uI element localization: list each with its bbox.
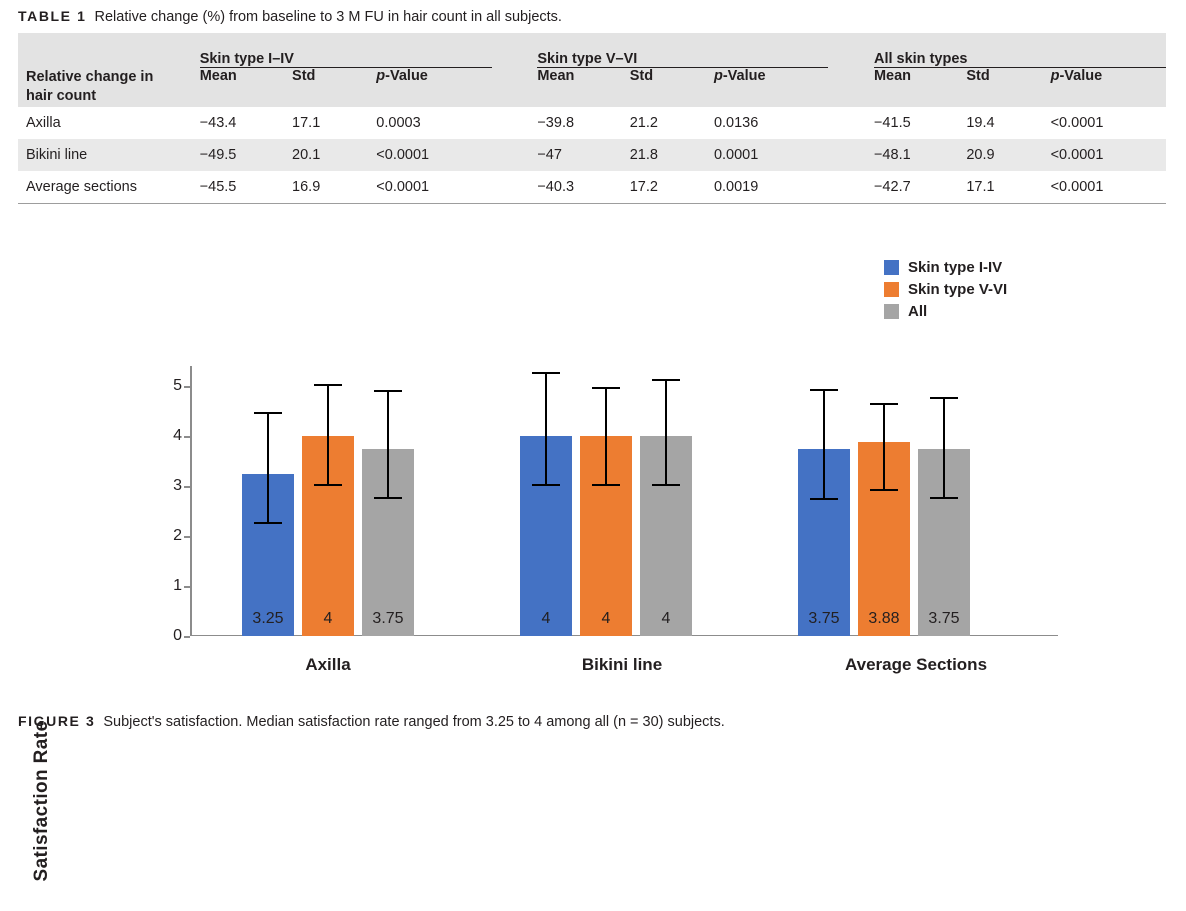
- plot-area: [173, 366, 1058, 644]
- bar-value-label: 3.25: [252, 610, 284, 627]
- cell-bikini-g1-mean: −49.5: [200, 139, 292, 171]
- cell-axilla-g2-mean: −39.8: [537, 107, 629, 139]
- cell-axilla-g3-std: 19.4: [966, 107, 1050, 139]
- bar-value-label: 4: [661, 610, 671, 627]
- cell-bikini-g2-p: 0.0001: [714, 139, 828, 171]
- legend-swatch-icon: [884, 260, 899, 275]
- errorbar-cap-bottom: [592, 484, 620, 486]
- errorbar-cap-top: [930, 397, 958, 399]
- bar-value-label: 3.88: [868, 610, 900, 627]
- table-subheader-row: [18, 68, 1166, 107]
- y-tick-label-4: 4: [173, 427, 182, 444]
- subheader-g3-pvalue: p-Value: [1051, 68, 1166, 107]
- y-tick-mark: [184, 486, 190, 488]
- cell-bikini-g1-p: <0.0001: [376, 139, 491, 171]
- errorbar-cap-bottom: [314, 484, 342, 486]
- cell-gap: [828, 139, 874, 171]
- subheader-g3-mean: Mean: [874, 68, 966, 107]
- errorbar-axilla-skin-type-i-iv: [267, 414, 269, 524]
- x-axis-label-bikini-line: Bikini line: [581, 655, 663, 674]
- errorbar-bikini-skin-type-v-vi: [605, 389, 607, 487]
- y-tick-mark: [184, 536, 190, 538]
- table-row: [18, 171, 1166, 204]
- cell-gap: [492, 139, 538, 171]
- errorbar-cap-bottom: [810, 498, 838, 500]
- cell-avg-g1-std: 16.9: [292, 171, 376, 204]
- errorbar-average-skin-type-v-vi: [883, 405, 885, 491]
- y-tick-label-2: 2: [173, 527, 182, 544]
- cell-avg-g3-p: <0.0001: [1051, 171, 1166, 204]
- table-group-header-row: [18, 33, 1166, 68]
- group-gap-2: [828, 33, 874, 68]
- subheader-g1-mean: Mean: [200, 68, 292, 107]
- y-axis-title: Satisfaction Rate: [31, 720, 52, 882]
- cell-axilla-g1-p: 0.0003: [376, 107, 491, 139]
- errorbar-cap-top: [870, 403, 898, 405]
- cell-avg-g2-mean: −40.3: [537, 171, 629, 204]
- errorbar-bikini-all: [665, 381, 667, 486]
- errorbar-cap-top: [652, 379, 680, 381]
- cell-avg-g2-p: 0.0019: [714, 171, 828, 204]
- y-tick-mark: [184, 636, 190, 638]
- legend-swatch-icon: [884, 304, 899, 319]
- legend-label-all: All: [908, 302, 928, 320]
- legend-swatch-icon: [884, 282, 899, 297]
- errorbar-cap-bottom: [870, 489, 898, 491]
- cell-avg-g3-mean: −42.7: [874, 171, 966, 204]
- y-tick-label-0: 0: [173, 627, 182, 644]
- bar-value-label: 3.75: [372, 610, 404, 627]
- legend-label-skin-type-v-vi: Skin type V-VI: [908, 280, 1008, 298]
- subheader-g3-std: Std: [966, 68, 1050, 107]
- group-gap-1: [492, 33, 538, 68]
- errorbar-bikini-skin-type-i-iv: [545, 374, 547, 487]
- subheader-g2-mean: Mean: [537, 68, 629, 107]
- y-axis-line: [190, 366, 192, 636]
- figure-caption: [18, 713, 725, 730]
- subheader-g2-pvalue: p-Value: [714, 68, 828, 107]
- cell-avg-g3-std: 17.1: [966, 171, 1050, 204]
- errorbar-cap-bottom: [652, 484, 680, 486]
- relative-change-table: [18, 33, 1166, 204]
- cell-axilla-g1-mean: −43.4: [200, 107, 292, 139]
- cell-gap: [492, 171, 538, 204]
- errorbar-cap-bottom: [254, 522, 282, 524]
- group-header-skin-type-v-vi: Skin type V–VI: [537, 33, 828, 68]
- y-tick-label-3: 3: [173, 477, 182, 494]
- table-corner-cell: [18, 33, 200, 68]
- subheader-g1-std: Std: [292, 68, 376, 107]
- group-header-skin-type-i-iv: Skin type I–IV: [200, 33, 492, 68]
- table-caption-label: TABLE 1: [18, 8, 87, 24]
- subheader-g1-pvalue: p-Value: [376, 68, 491, 107]
- subheader-gap-1: [492, 68, 538, 107]
- y-tick-mark: [184, 386, 190, 388]
- errorbar-axilla-all: [387, 392, 389, 499]
- errorbar-average-all: [943, 399, 945, 499]
- errorbar-cap-bottom: [532, 484, 560, 486]
- bar-value-label: 3.75: [808, 610, 840, 627]
- x-axis-label-average-sections: Average Sections: [844, 655, 988, 674]
- cell-axilla-g3-p: <0.0001: [1051, 107, 1166, 139]
- cell-axilla-g3-mean: −41.5: [874, 107, 966, 139]
- table-row: [18, 139, 1166, 171]
- y-tick-label-1: 1: [173, 577, 182, 594]
- table-row: [18, 107, 1166, 139]
- cell-gap: [828, 107, 874, 139]
- errorbar-cap-bottom: [374, 497, 402, 499]
- cell-bikini-g3-mean: −48.1: [874, 139, 966, 171]
- cell-gap: [492, 107, 538, 139]
- subheader-g2-std: Std: [630, 68, 714, 107]
- errorbar-cap-top: [810, 389, 838, 391]
- row-header-line2: hair count: [26, 88, 97, 105]
- cell-avg-g1-p: <0.0001: [376, 171, 491, 204]
- errorbar-cap-top: [592, 387, 620, 389]
- figure-caption-label: FIGURE 3: [18, 713, 96, 729]
- table-caption: [18, 8, 562, 25]
- cell-bikini-g3-std: 20.9: [966, 139, 1050, 171]
- group-header-all-skin-types: All skin types: [874, 33, 1166, 68]
- cell-avg-g2-std: 17.2: [630, 171, 714, 204]
- errorbar-cap-bottom: [930, 497, 958, 499]
- cell-bikini-g1-std: 20.1: [292, 139, 376, 171]
- cell-axilla-g2-p: 0.0136: [714, 107, 828, 139]
- cell-bikini-g2-mean: −47: [537, 139, 629, 171]
- row-header-title: [18, 68, 200, 107]
- errorbar-cap-top: [314, 384, 342, 386]
- legend-label-skin-type-i-iv: Skin type I-IV: [908, 258, 1003, 276]
- chart-legend: [884, 256, 1007, 322]
- row-label-axilla: Axilla: [18, 107, 200, 139]
- legend-item-all: [884, 300, 1007, 322]
- cell-gap: [828, 171, 874, 204]
- row-label-average-sections: Average sections: [18, 171, 200, 204]
- errorbar-cap-top: [532, 372, 560, 374]
- bar-value-label: 4: [541, 610, 551, 627]
- cell-axilla-g1-std: 17.1: [292, 107, 376, 139]
- y-tick-label-5: 5: [173, 377, 182, 394]
- cell-bikini-g3-p: <0.0001: [1051, 139, 1166, 171]
- row-label-bikini-line: Bikini line: [18, 139, 200, 171]
- y-tick-mark: [184, 586, 190, 588]
- x-axis-label-axilla: Axilla: [305, 655, 351, 674]
- cell-axilla-g2-std: 21.2: [630, 107, 714, 139]
- errorbar-average-skin-type-i-iv: [823, 391, 825, 500]
- cell-bikini-g2-std: 21.8: [630, 139, 714, 171]
- legend-item-skin-type-i-iv: [884, 256, 1007, 278]
- legend-item-skin-type-v-vi: [884, 278, 1007, 300]
- row-header-line1: Relative change in: [26, 68, 154, 85]
- cell-avg-g1-mean: −45.5: [200, 171, 292, 204]
- bar-value-label: 4: [323, 610, 333, 627]
- bar-value-label: 4: [601, 610, 611, 627]
- errorbar-axilla-skin-type-v-vi: [327, 386, 329, 486]
- errorbar-cap-top: [374, 390, 402, 392]
- y-tick-mark: [184, 436, 190, 438]
- subheader-gap-2: [828, 68, 874, 107]
- errorbar-cap-top: [254, 412, 282, 414]
- bar-value-label: 3.75: [928, 610, 960, 627]
- table-caption-text: Relative change (%) from baseline to 3 M FU in hair count in all subjects.: [94, 9, 562, 25]
- figure-caption-text: Subject's satisfaction. Median satisfaction rate ranged from 3.25 to 4 among all (n = 30) subjects.: [103, 714, 725, 730]
